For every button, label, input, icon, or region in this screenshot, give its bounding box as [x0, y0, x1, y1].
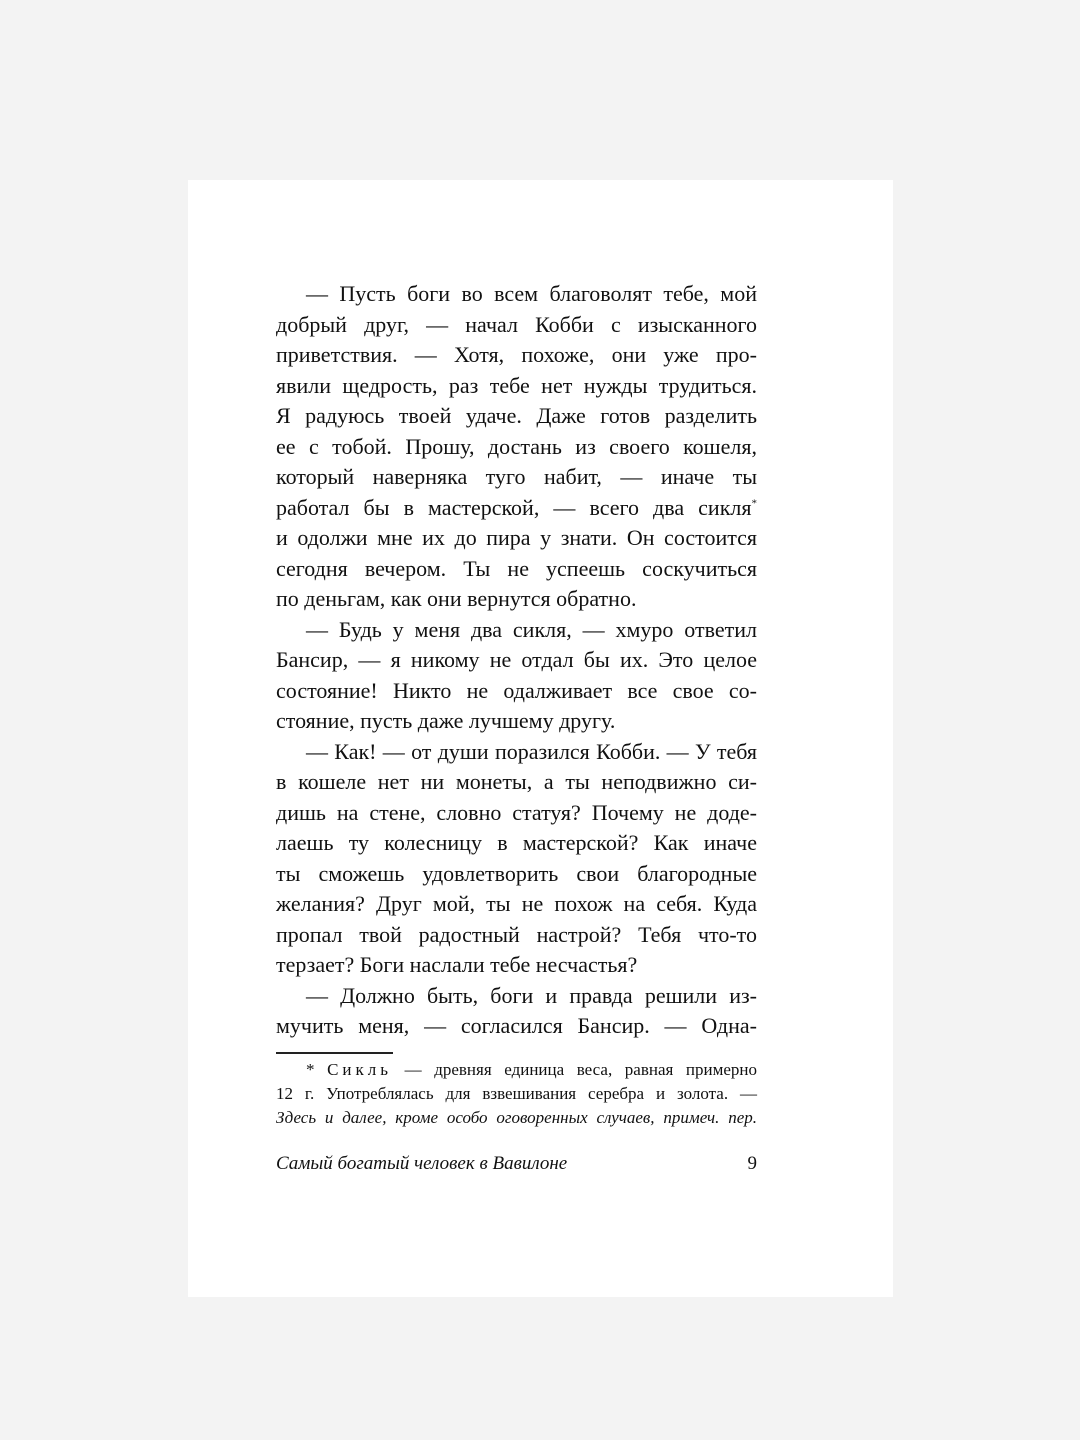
- text-line: состояние! Никто не одалживает все свое со-: [276, 677, 757, 703]
- text-line: ты сможешь удовлетворить свои благородные: [276, 860, 757, 886]
- text-line: стояние, пусть даже лучшему другу.: [276, 708, 616, 733]
- footnote-asterisk: *: [306, 1060, 315, 1079]
- body-text: [276, 279, 757, 1042]
- text-line: дишь на стене, словно статуя? Почему не доде-: [276, 799, 757, 825]
- text-line: — Как! — от души поразился Кобби. — У тебя: [306, 738, 757, 764]
- text-line: пропал твой радостный настрой? Тебя что-то: [276, 921, 757, 947]
- book-page: [188, 180, 893, 1297]
- footnote-definition: — древняя единица веса, равная примерно: [392, 1060, 757, 1079]
- text-line: по деньгам, как они вернутся обратно.: [276, 586, 637, 611]
- text-line: — Должно быть, боги и правда решили из-: [306, 982, 757, 1008]
- footnote-translator-note: Здесь и далее, кроме особо оговоренных случаев, примеч. пер.: [276, 1108, 757, 1127]
- footnote-line: [276, 1058, 757, 1082]
- text-line: сегодня вечером. Ты не успеешь соскучиться: [276, 555, 757, 581]
- text-line: лаешь ту колесницу в мастерской? Как иначе: [276, 830, 757, 855]
- text-line: и одолжи мне их до пира у знати. Он состоится: [276, 525, 757, 550]
- book-title: Самый богатый человек в Вавилоне: [276, 1153, 568, 1174]
- text-line: Бансир, — я никому не отдал бы их. Это целое: [276, 647, 757, 672]
- footnote-divider: [276, 1052, 393, 1054]
- text-line: добрый друг, — начал Кобби с изысканного: [276, 311, 757, 337]
- text-line: приветствия. — Хотя, похоже, они уже про-: [276, 342, 757, 367]
- footnote-term: Сикль: [327, 1060, 393, 1079]
- text-line: — Пусть боги во всем благоволят тебе, мой: [306, 281, 757, 306]
- footnote-line: 12 г. Употреблялась для взвешивания серебра и золота. —: [276, 1084, 757, 1103]
- text-line: желания? Друг мой, ты не похож на себя. Куда: [276, 891, 757, 916]
- footnote-marker: *: [751, 497, 757, 510]
- page-number: 9: [747, 1153, 757, 1174]
- footnote: [276, 1058, 757, 1130]
- text-line-with-footnote: [276, 493, 757, 524]
- text-line: который наверняка туго набит, — иначе ты: [276, 464, 757, 489]
- text-line: работал бы в мастерской, — всего два сикля: [276, 494, 752, 520]
- page-footer: [276, 1150, 757, 1178]
- text-line: терзает? Боги наслали тебе несчастья?: [276, 952, 638, 977]
- text-line: ее с тобой. Прошу, достань из своего кошеля,: [276, 433, 757, 459]
- text-line: Я радуюсь твоей удаче. Даже готов разделить: [276, 403, 757, 428]
- text-line: явили щедрость, раз тебе нет нужды трудиться.: [276, 372, 757, 398]
- text-line: в кошеле нет ни монеты, а ты неподвижно си-: [276, 769, 757, 794]
- text-line: — Будь у меня два сикля, — хмуро ответил: [306, 616, 757, 642]
- text-line: мучить меня, — согласился Бансир. — Одна-: [276, 1013, 757, 1038]
